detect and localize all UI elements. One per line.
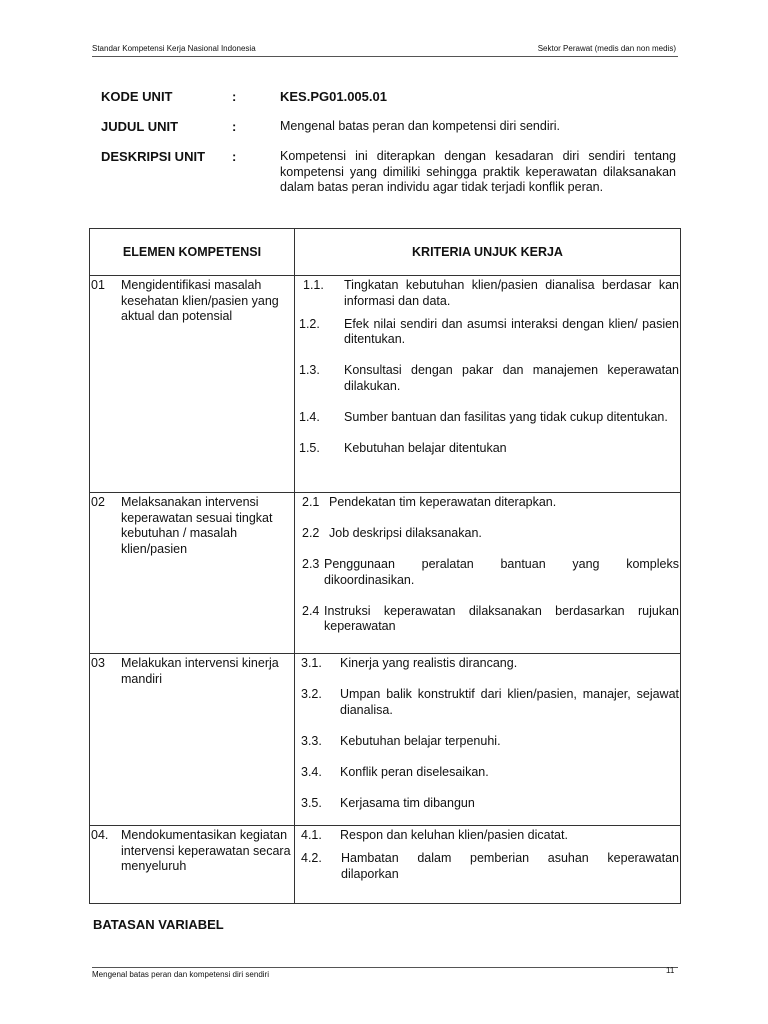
deskripsi-unit-colon: : [232, 149, 237, 164]
batasan-variabel-heading: BATASAN VARIABEL [93, 917, 224, 932]
header-divider [92, 56, 678, 57]
page-number: 11 [666, 966, 675, 975]
table-row [90, 654, 681, 826]
kode-unit-value: KES.PG01.005.01 [280, 89, 387, 104]
deskripsi-unit-label: DESKRIPSI UNIT [101, 149, 206, 164]
kriteria-item: 3.5. Kerjasama tim dibangun [301, 795, 475, 810]
header-standard-title: Standar Kompetensi Kerja Nasional Indonesia [92, 44, 256, 53]
judul-unit-label: JUDUL UNIT [101, 119, 179, 134]
kriteria-item: 1.1. Tingkatan kebutuhan klien/pasien dianalisa berdasar kan informasi dan data. [303, 278, 679, 308]
elemen-number: 02 [91, 495, 105, 509]
footer-unit-title: Mengenal batas peran dan kompetensi diri sendiri [92, 970, 269, 979]
kode-unit-label: KODE UNIT [101, 89, 173, 104]
elemen-number: 01 [91, 278, 105, 292]
judul-unit-colon: : [232, 119, 237, 134]
elemen-text: Melaksanakan intervensi keperawatan sesuai tingkat kebutuhan / masalah klien/pasien [121, 495, 273, 556]
elemen-text: Mendokumentasikan kegiatan intervensi keperawatan secara menyeluruh [121, 828, 291, 873]
col-header-elemen: ELEMEN KOMPETENSI [90, 229, 295, 276]
kriteria-item: 1.5. Kebutuhan belajar ditentukan [299, 440, 507, 455]
elemen-text: Mengidentifikasi masalah kesehatan klien/pasien yang aktual dan potensial [121, 278, 279, 323]
elemen-number: 04. [91, 828, 109, 842]
table-row [90, 826, 681, 904]
footer-divider [92, 967, 678, 968]
kriteria-item: 3.2. Umpan balik konstruktif dari klien/pasien, manajer, sejawat dianalisa. [301, 687, 679, 717]
kode-unit-colon: : [232, 89, 237, 104]
kriteria-item: 1.3. Konsultasi dengan pakar dan manajemen keperawatan dilakukan. [299, 363, 679, 393]
kriteria-item: 2.3 Penggunaan peralatan bantuan yang kompleks dikoordinasikan. [302, 557, 679, 587]
kriteria-item: 1.2. Efek nilai sendiri dan asumsi interaksi dengan klien/ pasien ditentukan. [299, 316, 679, 346]
header-sector: Sektor Perawat (medis dan non medis) [537, 44, 676, 53]
kriteria-item: 4.1. Respon dan keluhan klien/pasien dicatat. [301, 828, 568, 842]
table-header-row [90, 229, 681, 276]
kriteria-item: 2.4 Instruksi keperawatan dilaksanakan berdasarkan rujukan keperawatan [302, 603, 679, 633]
table-row [90, 276, 681, 493]
kriteria-item: 3.1. Kinerja yang realistis dirancang. [301, 656, 518, 670]
table-row [90, 493, 681, 654]
kriteria-item: 1.4. Sumber bantuan dan fasilitas yang tidak cukup ditentukan. [299, 409, 668, 424]
kriteria-item: 3.3. Kebutuhan belajar terpenuhi. [301, 733, 501, 748]
kriteria-item: 2.1 Pendekatan tim keperawatan diterapkan. [302, 495, 557, 509]
kriteria-item: 3.4. Konflik peran diselesaikan. [301, 764, 489, 779]
col-header-kriteria: KRITERIA UNJUK KERJA [295, 229, 681, 276]
kriteria-item: 4.2. Hambatan dalam pemberian asuhan keperawatan dilaporkan [301, 851, 679, 881]
deskripsi-unit-value: Kompetensi ini diterapkan dengan kesadaran diri sendiri tentang kompetensi yang dimiliki sehingga praktik keperawatan dilaksanakan dalam batas peran individu agar tidak terjadi konflik peran. [280, 149, 676, 194]
kriteria-item: 2.2 Job deskripsi dilaksanakan. [302, 526, 482, 540]
elemen-text: Melakukan intervensi kinerja mandiri [121, 656, 279, 686]
competency-table [89, 228, 681, 904]
judul-unit-value: Mengenal batas peran dan kompetensi diri sendiri. [280, 119, 561, 133]
elemen-number: 03 [91, 656, 105, 670]
